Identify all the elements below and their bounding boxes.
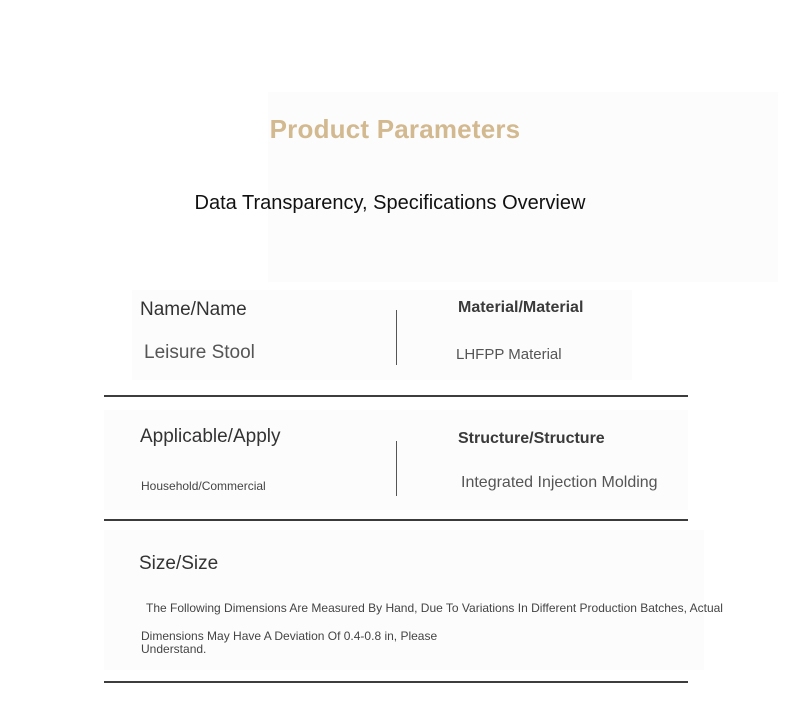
row1-separator [396, 310, 397, 365]
size-note-line2: Dimensions May Have A Deviation Of 0.4-0.8 in, Please [141, 629, 438, 643]
apply-label: Applicable/Apply [140, 426, 281, 447]
size-note-line1: The Following Dimensions Are Measured By Hand, Due To Variations In Different Production Batches, Actual [146, 601, 723, 615]
page-title: Product Parameters [269, 114, 521, 144]
structure-label: Structure/Structure [458, 430, 605, 447]
row2-separator [396, 441, 397, 496]
row3-divider [104, 681, 688, 683]
row1-divider [104, 395, 688, 397]
size-note-line3: Understand. [141, 642, 207, 656]
name-label: Name/Name [140, 299, 247, 320]
structure-value: Integrated Injection Molding [461, 474, 658, 491]
page-subtitle: Data Transparency, Specifications Overview [194, 192, 586, 214]
material-label: Material/Material [458, 299, 584, 316]
material-value: LHFPP Material [456, 346, 562, 363]
row2-divider [104, 519, 688, 521]
name-value: Leisure Stool [144, 342, 255, 363]
apply-value: Household/Commercial [141, 479, 266, 493]
size-label: Size/Size [139, 553, 219, 574]
